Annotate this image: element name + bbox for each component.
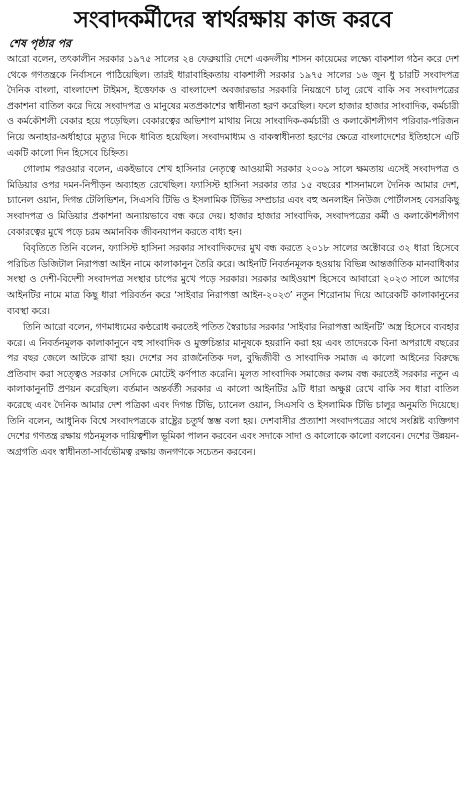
paragraph-4: তিনি আরো বলেন, গণমাধ্যমের কণ্ঠরোধ করতেই পতিত স্বৈরাচার সরকার ‘সাইবার নিরাপত্তা আইনটি’ অস্ত্র হিসেবে ব্যবহার করে। এ নিবর্তনমূলক কালাকানুনে বহু সাংবাদিক ও মুক্তচিন্তার মানুষকে হয়রানি করা হয় এবং তাদেরকে বিনা অপরাধে বছরের পর বছর জেলে আটকে রাখা হয়। দেশের সব রাজনৈতিক দল, বুদ্ধিজীবী ও সাংবাদিক সমাজ এ কালো আইনের বিরুদ্ধে প্রতিবাদ করা সত্ত্বেও সরকার সেদিকে মোটেই কর্ণপাত করেনি। মূলত সাংবাদিক সমাজের কলম বন্ধ করতেই সরকার নতুন এ কালাকানুনটি প্রণয়ন করেছিল। বর্তমান অন্তর্বর্তী সরকার এ কালো আইনটির ৯টি ধারা অক্ষুণ্ণ রেখে বাকি সব ধারা বাতিল করেছে এবং দৈনিক আমার দেশ পত্রিকা এবং দিগন্ত টিভি, চ্যানেল ওয়ান, সিএসবি ও ইসলামিক টিভি চালুর অনুমতি দিয়েছে। তিনি বলেন, আধুনিক বিশ্বে সংবাদপত্রকে রাষ্ট্রের চতুর্থ স্তম্ভ বলা হয়। দেশবাসীর প্রত্যাশা সংবাদপত্রের সাথে সংশ্লিষ্ট ব্যক্তিগণ দেশের গণতন্ত্র রক্ষায় গঠনমূলক দায়িত্বশীল ভূমিকা পালন করবেন এবং সদাকে সাদা ও কালোকে কালো বলবেন। দেশের উন্নয়ন-অগ্রগতি এবং স্বাধীনতা-সার্বভৌমত্ব রক্ষায় জনগণকে সচেতন করবেন। bbox=[7, 322, 459, 458]
paragraph-2: গোলাম পরওয়ার বলেন, একইভাবে শেখ হাসিনার নেতৃত্বে আওয়ামী সরকার ২০০৯ সালে ক্ষমতায় এসেই সংবাদপত্র ও মিডিয়ার ওপর দমন-নিপীড়ন অব্যাহত রেখেছিল। ফ্যাসিস্ট হাসিনা সরকার তার ১৫ বছরের শাসনামলে দৈনিক আমার দেশ, চ্যানেল ওয়ান, দিগন্ত টেলিভিশন, সিএসবি টিভি ও ইসলামিক টিভির সম্প্রচার এবং বহু অনলাইন নিউজ পোর্টালসহ বেসরকিছু সংবাদপত্র ও মিডিয়ার প্রকাশনা অন্যায়ভাবে বন্ধ করে দেয়। হাজার হাজার সাংবাদিক, সংবাদপত্রের কর্মী ও কলাকৌশলীগণ বেকারত্বের মুখে পড়ে চরম অমানবিক জীবনযাপন করতে বাধ্য হন। bbox=[7, 164, 459, 238]
paragraph-1: আরো বলেন, তৎকালীন সরকার ১৯৭৫ সালের ২৪ ফেব্রুয়ারি দেশে একদলীয় শাসন কায়েমের লক্ষ্যে বাকশাল গঠন করে দেশ থেকে গণতন্ত্রকে নির্বাসনে পাঠিয়েছিল। তারই ধারাবাহিকতায় বাকশালী সরকার ১৯৭৫ সালের ১৬ জুন ধু চারটি সংবাদপত্র দৈনিক বাংলা, বাংলাদেশ টাইমস, ইত্তেফাক ও বাংলাদেশ অবজারভার সরকারি নিয়ন্ত্রণে চালু রেখে বাকি সব সংবাদপত্রের প্রকাশনা বাতিল করে দিয়ে সংবাদপত্র ও মানুষের মতপ্রকাশের স্বাধীনতা হরণ করেছিল। ফলে হাজার হাজার সাংবাদিক, কর্মচারী ও কর্মকৌশলী বেকার হয়ে পড়েছিল। বেকারত্বের অভিশাপ মাথায় নিয়ে সাংবাদিক-কর্মচারী ও কলাকৌশলীগণ পরিবার-পরিজন নিয়ে অনাহার-অর্ধাহারে মৃত্যুর দিকে ধাবিত হয়েছিল। সংবাদমাধ্যম ও বাকস্বাধীনতা হরণের ক্ষেত্রে বাংলাদেশের ইতিহাসে এটি একটি কালো দিন হিসেবে চিহ্নিত। bbox=[7, 54, 459, 159]
paragraph-3: বিবৃতিতে তিনি বলেন, ফ্যাসিস্ট হাসিনা সরকার সাংবাদিকদের মুখ বন্ধ করতে ২০১৮ সালের অক্টোবরে ৩২ ধারা হিসেবে পরিচিত ডিজিটাল নিরাপত্তা আইন নামে কালাকানুন তৈরি করে। আইনটি নিবর্তনমূলক হওয়ায় বিভিন্ন আন্তর্জাতিক মানবাধিকার সংস্থা ও দেশী-বিদেশী সংবাদপত্র সংস্থার চাপের মুখে পড়ে সরকার। সরকার আইওয়াশ হিসেবে আবারো ২০২৩ সালে আগের আইনটির নামে মাত্র কিছু ধারা পরিবর্তন করে ‘সাইবার নিরাপত্তা আইন-২০২৩’ নতুন শিরোনাম দিয়ে আরেকটি কালাকানুনের ব্যবস্থা করে। bbox=[7, 243, 459, 317]
headline: সংবাদকর্মীদের স্বার্থরক্ষায় কাজ করবে bbox=[73, 7, 393, 33]
article-body bbox=[7, 52, 459, 460]
continuation-label: শেষ পৃষ্ঠার পর bbox=[9, 37, 72, 50]
